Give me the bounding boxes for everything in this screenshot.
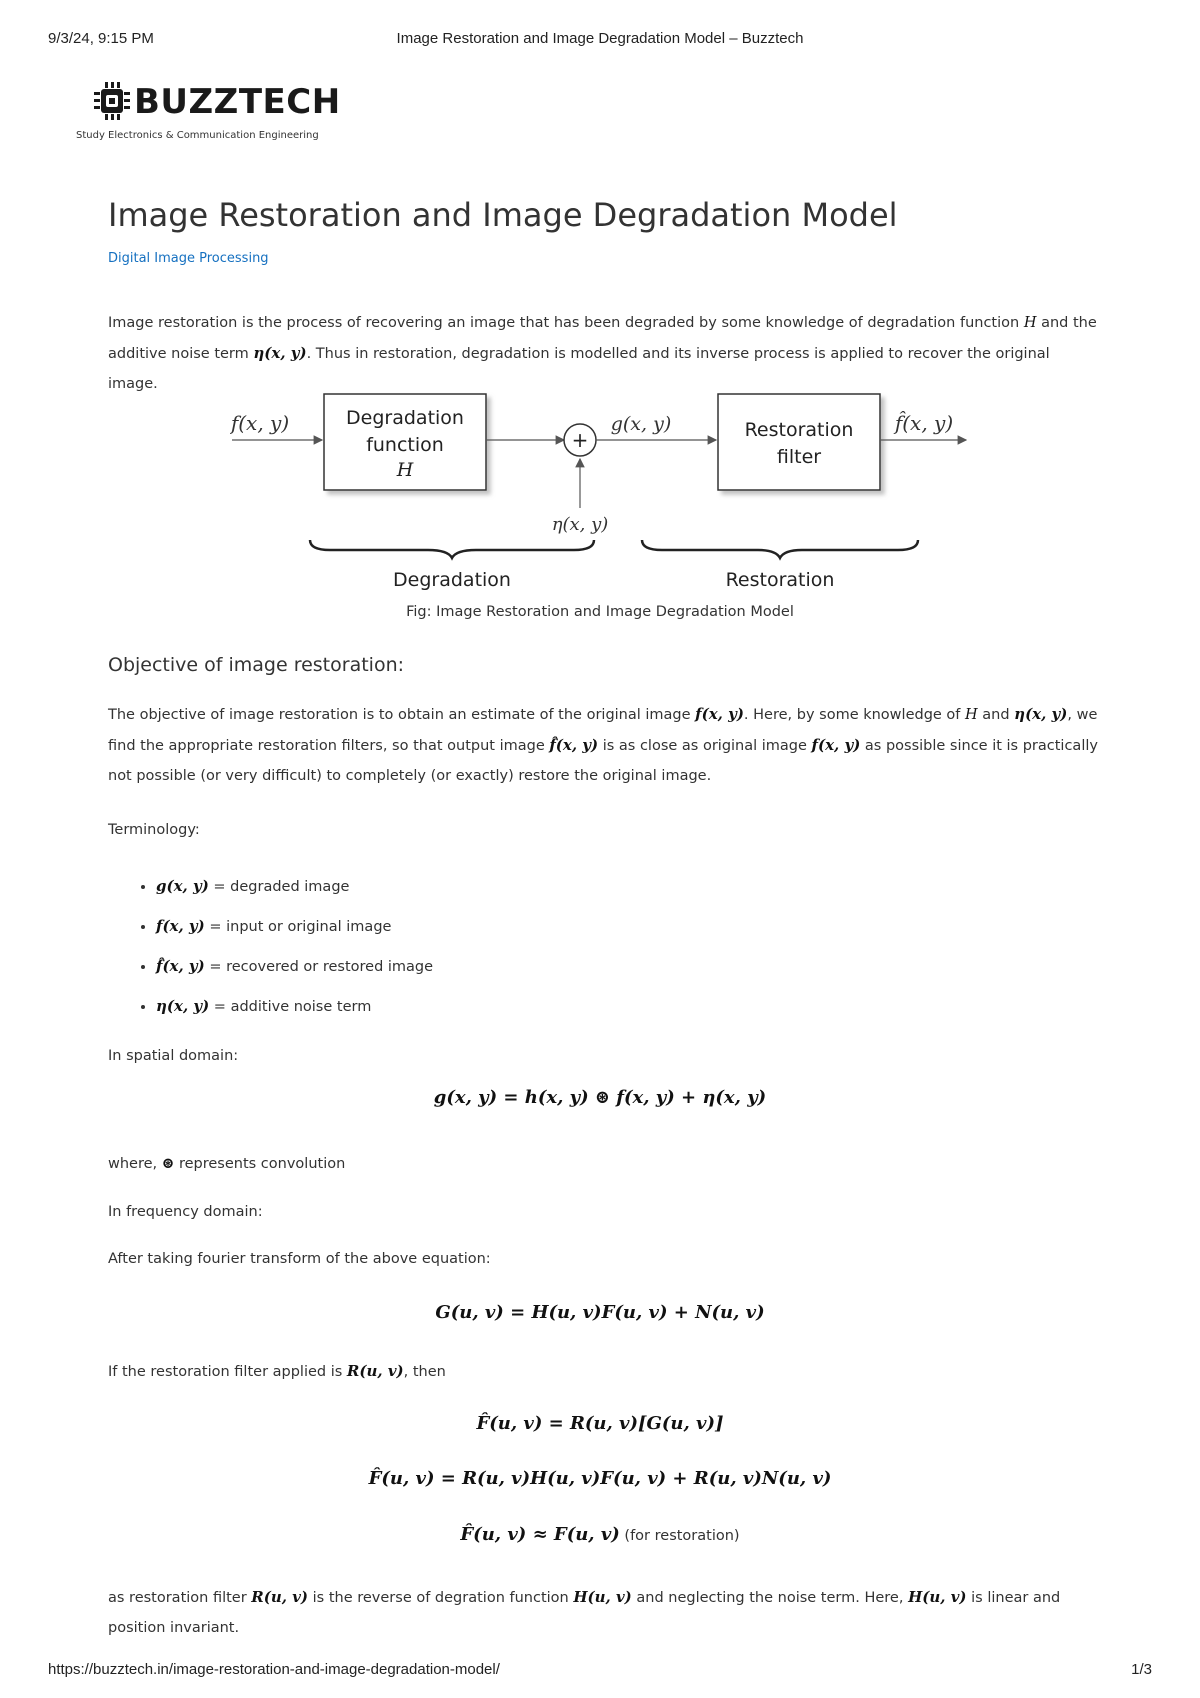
article-title: Image Restoration and Image Degradation Model: [108, 196, 898, 234]
restoration-filter-box: [718, 394, 880, 490]
equation-spatial: g(x, y) = h(x, y) ⊛ f(x, y) + η(x, y): [433, 1087, 767, 1108]
equation-restored-2: F̂(u, v) = R(u, v)H(u, v)F(u, v) + R(u, v)N(u, v): [368, 1468, 832, 1489]
degradation-brace: [310, 540, 594, 558]
filter-line: [108, 1356, 1100, 1387]
print-page-title: Image Restoration and Image Degradation Model – Buzztech: [396, 30, 804, 47]
list-item: [156, 906, 433, 946]
equation-approx-note: (for restoration): [619, 1528, 740, 1544]
category-link[interactable]: Digital Image Processing: [108, 251, 269, 266]
objective-text-3: and: [977, 707, 1015, 723]
brace-label-degradation: Degradation: [393, 569, 511, 591]
print-datetime: 9/3/24, 9:15 PM: [48, 30, 154, 47]
filter-math: R(u, v): [346, 1362, 404, 1380]
term-symbol: f̂(x, y): [156, 957, 205, 975]
frequency-domain-label: In frequency domain:: [108, 1204, 263, 1220]
sum-symbol: +: [571, 428, 589, 452]
noise-label: η(x, y): [551, 514, 609, 535]
objective-paragraph: [108, 699, 1100, 791]
box1-line2: function: [366, 434, 444, 456]
closing-math-3: H(u, v): [908, 1588, 967, 1606]
term-description: = degraded image: [208, 879, 350, 895]
equation-approx: F̂(u, v) ≈ F(u, v): [460, 1524, 620, 1545]
box2-line1: Restoration: [744, 419, 854, 441]
box1-line3: H: [396, 459, 414, 481]
fourier-label: After taking fourier transform of the above equation:: [108, 1251, 491, 1267]
objective-text-6: as possible since it is practically not possible (or very difficult) to completely (or exactly) restore the original image.: [108, 738, 1098, 784]
objective-math-4: f̂(x, y): [549, 736, 599, 754]
intro-math-eta: η(x, y): [253, 344, 307, 362]
figure-caption: Fig: Image Restoration and Image Degradation Model: [406, 604, 794, 620]
objective-text-1: The objective of image restoration is to obtain an estimate of the original image: [108, 707, 696, 723]
degradation-model-diagram: [230, 386, 970, 592]
logo-wordmark: BUZZTECH: [134, 82, 341, 122]
intro-text-2: and the additive noise term: [108, 315, 1097, 362]
box2-line2: filter: [776, 446, 822, 468]
box1-line1: Degradation: [346, 407, 464, 429]
equation-frequency: G(u, v) = H(u, v)F(u, v) + N(u, v): [435, 1302, 765, 1323]
objective-math-2: H: [965, 707, 978, 723]
terminology-label: Terminology:: [108, 822, 200, 838]
where-text-2: represents convolution: [174, 1156, 346, 1172]
term-description: = additive noise term: [209, 999, 372, 1015]
filter-text-1: If the restoration filter applied is: [108, 1364, 347, 1380]
objective-text-5: is as close as original image: [598, 738, 812, 754]
closing-paragraph: [108, 1582, 1100, 1643]
convolution-symbol: ⊛: [161, 1154, 175, 1172]
closing-text-1: as restoration filter: [108, 1590, 252, 1606]
closing-text-3: and neglecting the noise term. Here,: [631, 1590, 909, 1606]
objective-math-3: η(x, y): [1014, 705, 1068, 723]
objective-math-5: f(x, y): [811, 736, 861, 754]
print-page-number: 1/3: [1131, 1661, 1152, 1678]
term-symbol: g(x, y): [156, 877, 209, 895]
logo-tagline: Study Electronics & Communication Engineering: [76, 130, 319, 141]
intro-text-1: Image restoration is the process of recovering an image that has been degraded by some knowledge of degradation function: [108, 315, 1024, 331]
intro-text-3: . Thus in restoration, degradation is modelled and its inverse process is applied to recover the original image.: [108, 346, 1050, 392]
closing-math-2: H(u, v): [573, 1588, 632, 1606]
site-logo[interactable]: [76, 76, 341, 146]
list-item: [156, 866, 433, 906]
print-url: https://buzztech.in/image-restoration-and-image-degradation-model/: [48, 1661, 500, 1678]
restoration-brace: [642, 540, 918, 558]
input-label: f(x, y): [230, 411, 290, 435]
convolution-note: [108, 1148, 1100, 1179]
intro-math-h: H: [1023, 315, 1037, 331]
brace-label-restoration: Restoration: [725, 569, 835, 591]
list-item: [156, 986, 433, 1026]
equation-restored-3: [0, 1524, 1200, 1545]
equation-restored-1: F̂(u, v) = R(u, v)[G(u, v)]: [476, 1413, 724, 1434]
closing-math-1: R(u, v): [251, 1588, 309, 1606]
closing-text-4: is linear and position invariant.: [108, 1590, 1061, 1636]
spatial-domain-label: In spatial domain:: [108, 1048, 239, 1064]
closing-text-2: is the reverse of degration function: [308, 1590, 574, 1606]
objective-math-1: f(x, y): [695, 705, 744, 723]
objective-text-2: . Here, by some knowledge of: [743, 707, 966, 723]
term-description: = input or original image: [204, 919, 392, 935]
terminology-list: [110, 866, 433, 1026]
objective-heading: Objective of image restoration:: [108, 654, 405, 676]
where-text-1: where,: [108, 1156, 162, 1172]
filter-text-2: , then: [403, 1364, 446, 1380]
term-symbol: f(x, y): [156, 917, 205, 935]
term-symbol: η(x, y): [156, 997, 210, 1015]
chip-icon: [94, 82, 130, 120]
output-label: f̂(x, y): [894, 411, 954, 435]
term-description: = recovered or restored image: [204, 959, 434, 975]
list-item: [156, 946, 433, 986]
objective-text-4: , we find the appropriate restoration filters, so that output image: [108, 707, 1098, 754]
degraded-label: g(x, y): [610, 413, 672, 435]
